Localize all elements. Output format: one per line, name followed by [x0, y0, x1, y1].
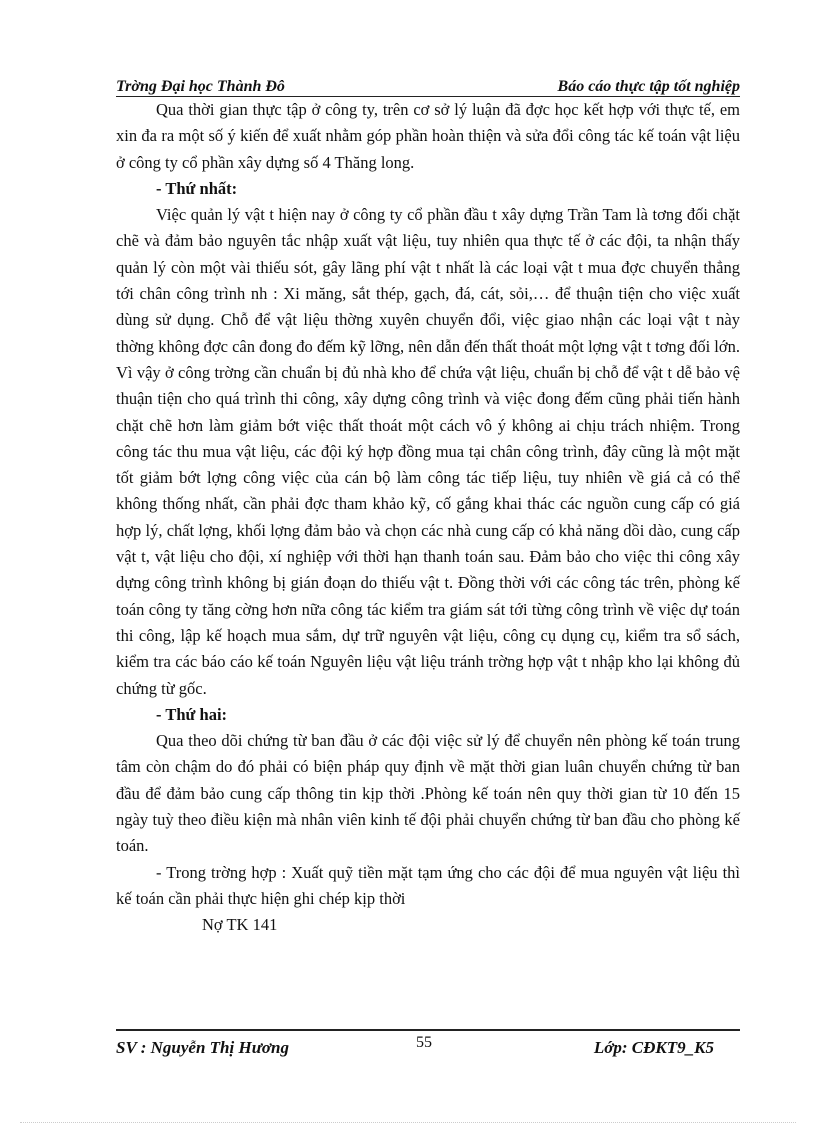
heading-first: - Thứ nhất: [156, 178, 238, 198]
footer-student: SV : Nguyễn Thị Hương [116, 1038, 289, 1057]
header-school: Trờng Đại học Thành Đô [116, 78, 285, 95]
header-report-title: Báo cáo thực tập tốt nghiệp [557, 78, 740, 95]
footer-divider [116, 1029, 740, 1031]
page-number: 55 [416, 1034, 432, 1051]
intro-paragraph: Qua thời gian thực tập ở công ty, trên cơ sở lý luận đã đợc học kết hợp với thực tế, em xin đa ra một số ý kiến để xuất nhằm góp phần hoàn thiện và sửa đổi công tác kế toán vật liệu ở công ty cổ phần xây dựng số 4 Thăng long. [116, 100, 740, 172]
paragraph-first: Việc quản lý vật t hiện nay ở công ty cổ phần đầu t xây dựng Trần Tam là tơng đối chặt chẽ và đảm bảo nguyên tắc nhập xuất vật liệu, tuy nhiên qua thực tế ở các đội, ta nhận thấy quản lý còn một vài thiếu sót, gây lãng phí vật t nhất là các loại vật t mua đợc chuyển thẳng tới chân công trình nh : Xi măng, sắt thép, gạch, đá, cát, sỏi,… để thuận tiện cho việc xuất dùng sử dụng. Chỗ để vật liệu thờng xuyên chuyển đổi, việc giao nhận các loại vật t này thờng không đợc cân đong đo đếm kỹ lỡng, nên dẫn đến thất thoát một lợng vật t tơng đối lớn. Vì vậy ở công trờng cần chuẩn bị đủ nhà kho để chứa vật liệu, chuẩn bị chỗ để vật t dễ bảo vệ thuận tiện cho quá trình thi công, xây dựng công trình và việc đong đếm cũng phải tiến hành chặt chẽ hơn làm giảm bớt việc thất thoát một cách vô ý không ai chịu trách nhiệm. Trong công tác thu mua vật liệu, các đội ký hợp đồng mua tại chân công trình, đây cũng là một mặt tốt giảm bớt lợng công việc của cán bộ làm công tác tiếp liệu, tuy nhiên về giá cả có thể không thống nhất, cần phải đợc tham khảo kỹ, cố gắng khai thác các nguồn cung cấp có giá hợp lý, chất lợng, khối lợng đảm bảo và chọn các nhà cung cấp có khả năng dồi dào, cung cấp vật t, vật liệu cho đội, xí nghiệp với thời hạn thanh toán sau. Đảm bảo cho việc thi công xây dựng công trình không bị gián đoạn do thiếu vật t. Đồng thời với các công tác trên, phòng kế toán công ty tăng cờng hơn nữa công tác kiểm tra giám sát tới từng công trình về việc dự toán thi công, lập kế hoạch mua sắm, dự trữ nguyên vật liệu, công cụ dụng cụ, kiểm tra sổ sách, kiểm tra các báo cáo kế toán Nguyên liệu vật liệu tránh trờng hợp vật t nhập kho lại không đủ chứng từ gốc. [116, 205, 740, 698]
page-footer [116, 1034, 740, 1058]
body-text [116, 97, 740, 939]
heading-second: - Thứ hai: [156, 704, 228, 724]
accounting-entry: Nợ TK 141 [202, 915, 278, 935]
page-header [116, 76, 740, 97]
footer-class: Lớp: CĐKT9_K5 [593, 1038, 714, 1057]
paragraph-case: - Trong trờng hợp : Xuất quỹ tiền mặt tạm ứng cho các đội để mua nguyên vật liệu thì kế toán cần phải thực hiện ghi chép kịp thời [116, 862, 740, 908]
paragraph-second: Qua theo dõi chứng từ ban đầu ở các đội việc sử lý để chuyển nên phòng kế toán trung tâm còn chậm do đó phải có biện pháp quy định về mặt thời gian luân chuyển chứng từ ban đầu để đảm bảo cung cấp thông tin kịp thời .Phòng kế toán nên quy thời gian từ 10 đến 15 ngày tuỳ theo điều kiện mà nhân viên kinh tế đội phải chuyển chứng từ ban đầu cho phòng kế toán. [116, 731, 740, 856]
